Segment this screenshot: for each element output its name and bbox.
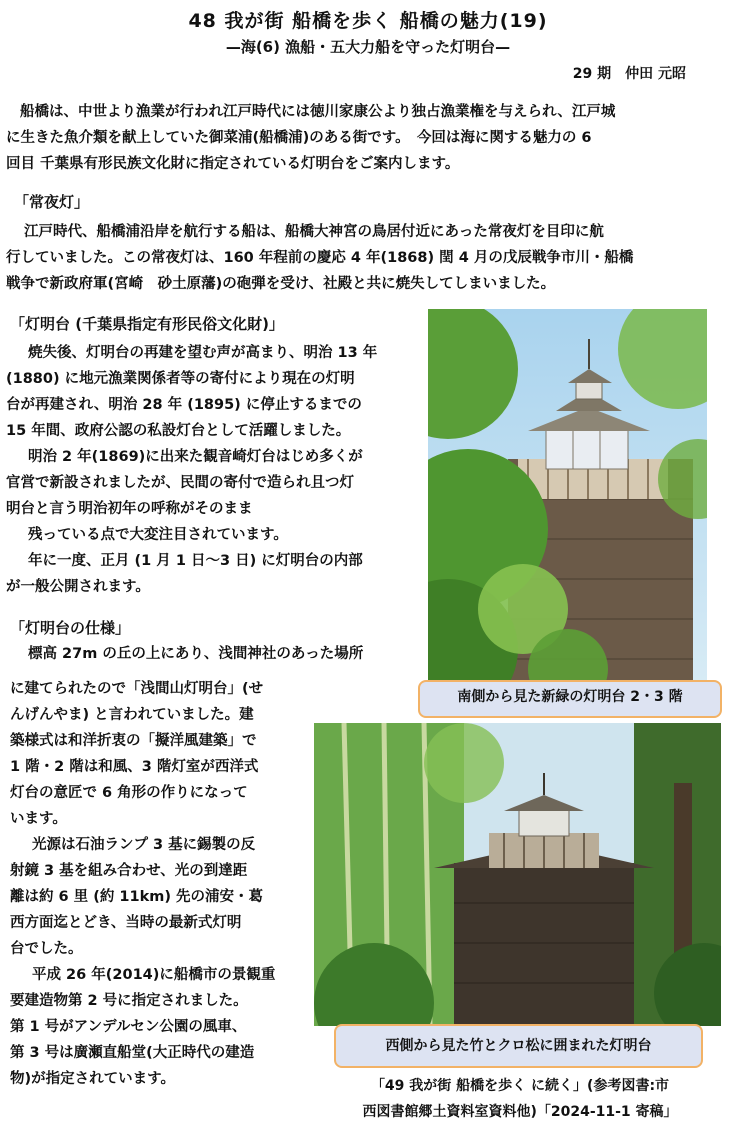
- lighthouse-west-photo: [314, 723, 721, 1026]
- shiyou-line: に建てられたので「浅間山灯明台」(せ: [10, 681, 264, 697]
- footer-note: [320, 1073, 720, 1125]
- shiyou-line: 第 3 号は廣瀬直船堂(大正時代の建造: [10, 1045, 255, 1061]
- shiyou-paragraph: [10, 676, 302, 1092]
- toumyoudai-line: 残っている点で大変注目されています。: [28, 527, 288, 543]
- section-heading-shiyou: 「灯明台の仕様」: [10, 619, 131, 637]
- lighthouse-south-illustration: [428, 309, 707, 681]
- intro-line: 回目 千葉県有形民族文化財に指定されている灯明台をご案内します。: [6, 156, 460, 172]
- toumyoudai-line: 明台と言う明治初年の呼称がそのまま: [6, 501, 253, 517]
- shiyou-line: 離は約 6 里 (約 11km) 先の浦安・葛: [10, 889, 264, 905]
- lighthouse-west-illustration: [314, 723, 721, 1026]
- shiyou-line: 西方面迄とどき、当時の最新式灯明: [10, 915, 242, 931]
- shiyou-line: 1 階・2 階は和風、3 階灯室が西洋式: [10, 759, 259, 775]
- footer-line: 「49 我が街 船橋を歩く に続く」(参考図書:市: [370, 1078, 670, 1094]
- toumyoudai-line: 官営で新設されましたが、民間の寄付で造られ且つ灯: [6, 475, 354, 491]
- shiyou-line: 標高 27m の丘の上にあり、浅間神社のあった場所: [28, 646, 364, 662]
- jouyatou-paragraph: [6, 219, 712, 297]
- shiyou-line: 第 1 号がアンデルセン公園の風車、: [10, 1019, 247, 1035]
- article-subtitle: —海(6) 漁船・五大力船を守った灯明台—: [225, 38, 511, 56]
- toumyoudai-line: 台が再建され、明治 28 年 (1895) に停止するまでの: [6, 397, 362, 413]
- intro-line: に生きた魚介類を献上していた御菜浦(船橋浦)のある街です。 今回は海に関する魅力の 6: [6, 130, 592, 146]
- footer-line: 西図書館郷土資料室資料他)「2024-11-1 寄稿」: [362, 1104, 678, 1120]
- jouyatou-line: 江戸時代、船橋浦沿岸を航行する船は、船橋大神宮の鳥居付近にあった常夜灯を目印に航: [24, 224, 604, 240]
- toumyoudai-line: 明治 2 年(1869)に出来た観音崎灯台はじめ多くが: [28, 449, 363, 465]
- intro-paragraph: [6, 99, 712, 177]
- section-heading-jouyatou: 「常夜灯」: [14, 193, 90, 211]
- shiyou-line: んげんやま) と言われていました。建: [10, 707, 254, 723]
- shiyou-line: 物)が指定されています。: [10, 1071, 175, 1087]
- toumyoudai-line: 15 年間、政府公認の私設灯台として活躍しました。: [6, 423, 351, 439]
- shiyou-line: 平成 26 年(2014)に船橋市の景観重: [32, 967, 276, 983]
- shiyou-line: 光源は石油ランプ 3 基に錫製の反: [32, 837, 256, 853]
- section-heading-toumyoudai: 「灯明台 (千葉県指定有形民俗文化財)」: [10, 315, 284, 333]
- lighthouse-south-photo: [428, 309, 707, 681]
- toumyoudai-line: が一般公開されます。: [6, 579, 150, 595]
- jouyatou-line: 戦争で新政府軍(宮崎 砂土原藩)の砲弾を受け、社殿と共に焼失してしまいました。: [6, 276, 556, 292]
- toumyoudai-line: 焼失後、灯明台の再建を望む声が高まり、明治 13 年: [28, 345, 378, 361]
- article-title: 48 我が街 船橋を歩く 船橋の魅力(19): [188, 10, 548, 32]
- shiyou-line: います。: [10, 811, 67, 827]
- shiyou-line: 要建造物第 2 号に指定されました。: [10, 993, 248, 1009]
- shiyou-line: 射鏡 3 基を組み合わせ、光の到達距: [10, 863, 248, 879]
- shiyou-line: 灯台の意匠で 6 角形の作りになって: [10, 785, 248, 801]
- photo2-caption: 西側から見た竹とクロ松に囲まれた灯明台: [334, 1024, 703, 1068]
- photo1-caption: 南側から見た新緑の灯明台 2・3 階: [418, 680, 722, 718]
- intro-line: 船橋は、中世より漁業が行われ江戸時代には徳川家康公より独占漁業権を与えられ、江戸城: [20, 104, 616, 120]
- shiyou-line: 台でした。: [10, 941, 83, 957]
- shiyou-wide-line: [6, 641, 412, 667]
- author: 29 期 仲田 元昭: [572, 66, 686, 82]
- jouyatou-line: 行していました。この常夜灯は、160 年程前の慶応 4 年(1868) 閏 4 月の戊辰戦争市川・船橋: [6, 250, 634, 266]
- shiyou-line: 築様式は和洋折衷の「擬洋風建築」で: [10, 733, 257, 749]
- toumyoudai-line: (1880) に地元漁業関係者等の寄付により現在の灯明: [6, 371, 355, 387]
- toumyoudai-paragraph: [6, 340, 412, 600]
- toumyoudai-line: 年に一度、正月 (1 月 1 日～3 日) に灯明台の内部: [28, 553, 363, 569]
